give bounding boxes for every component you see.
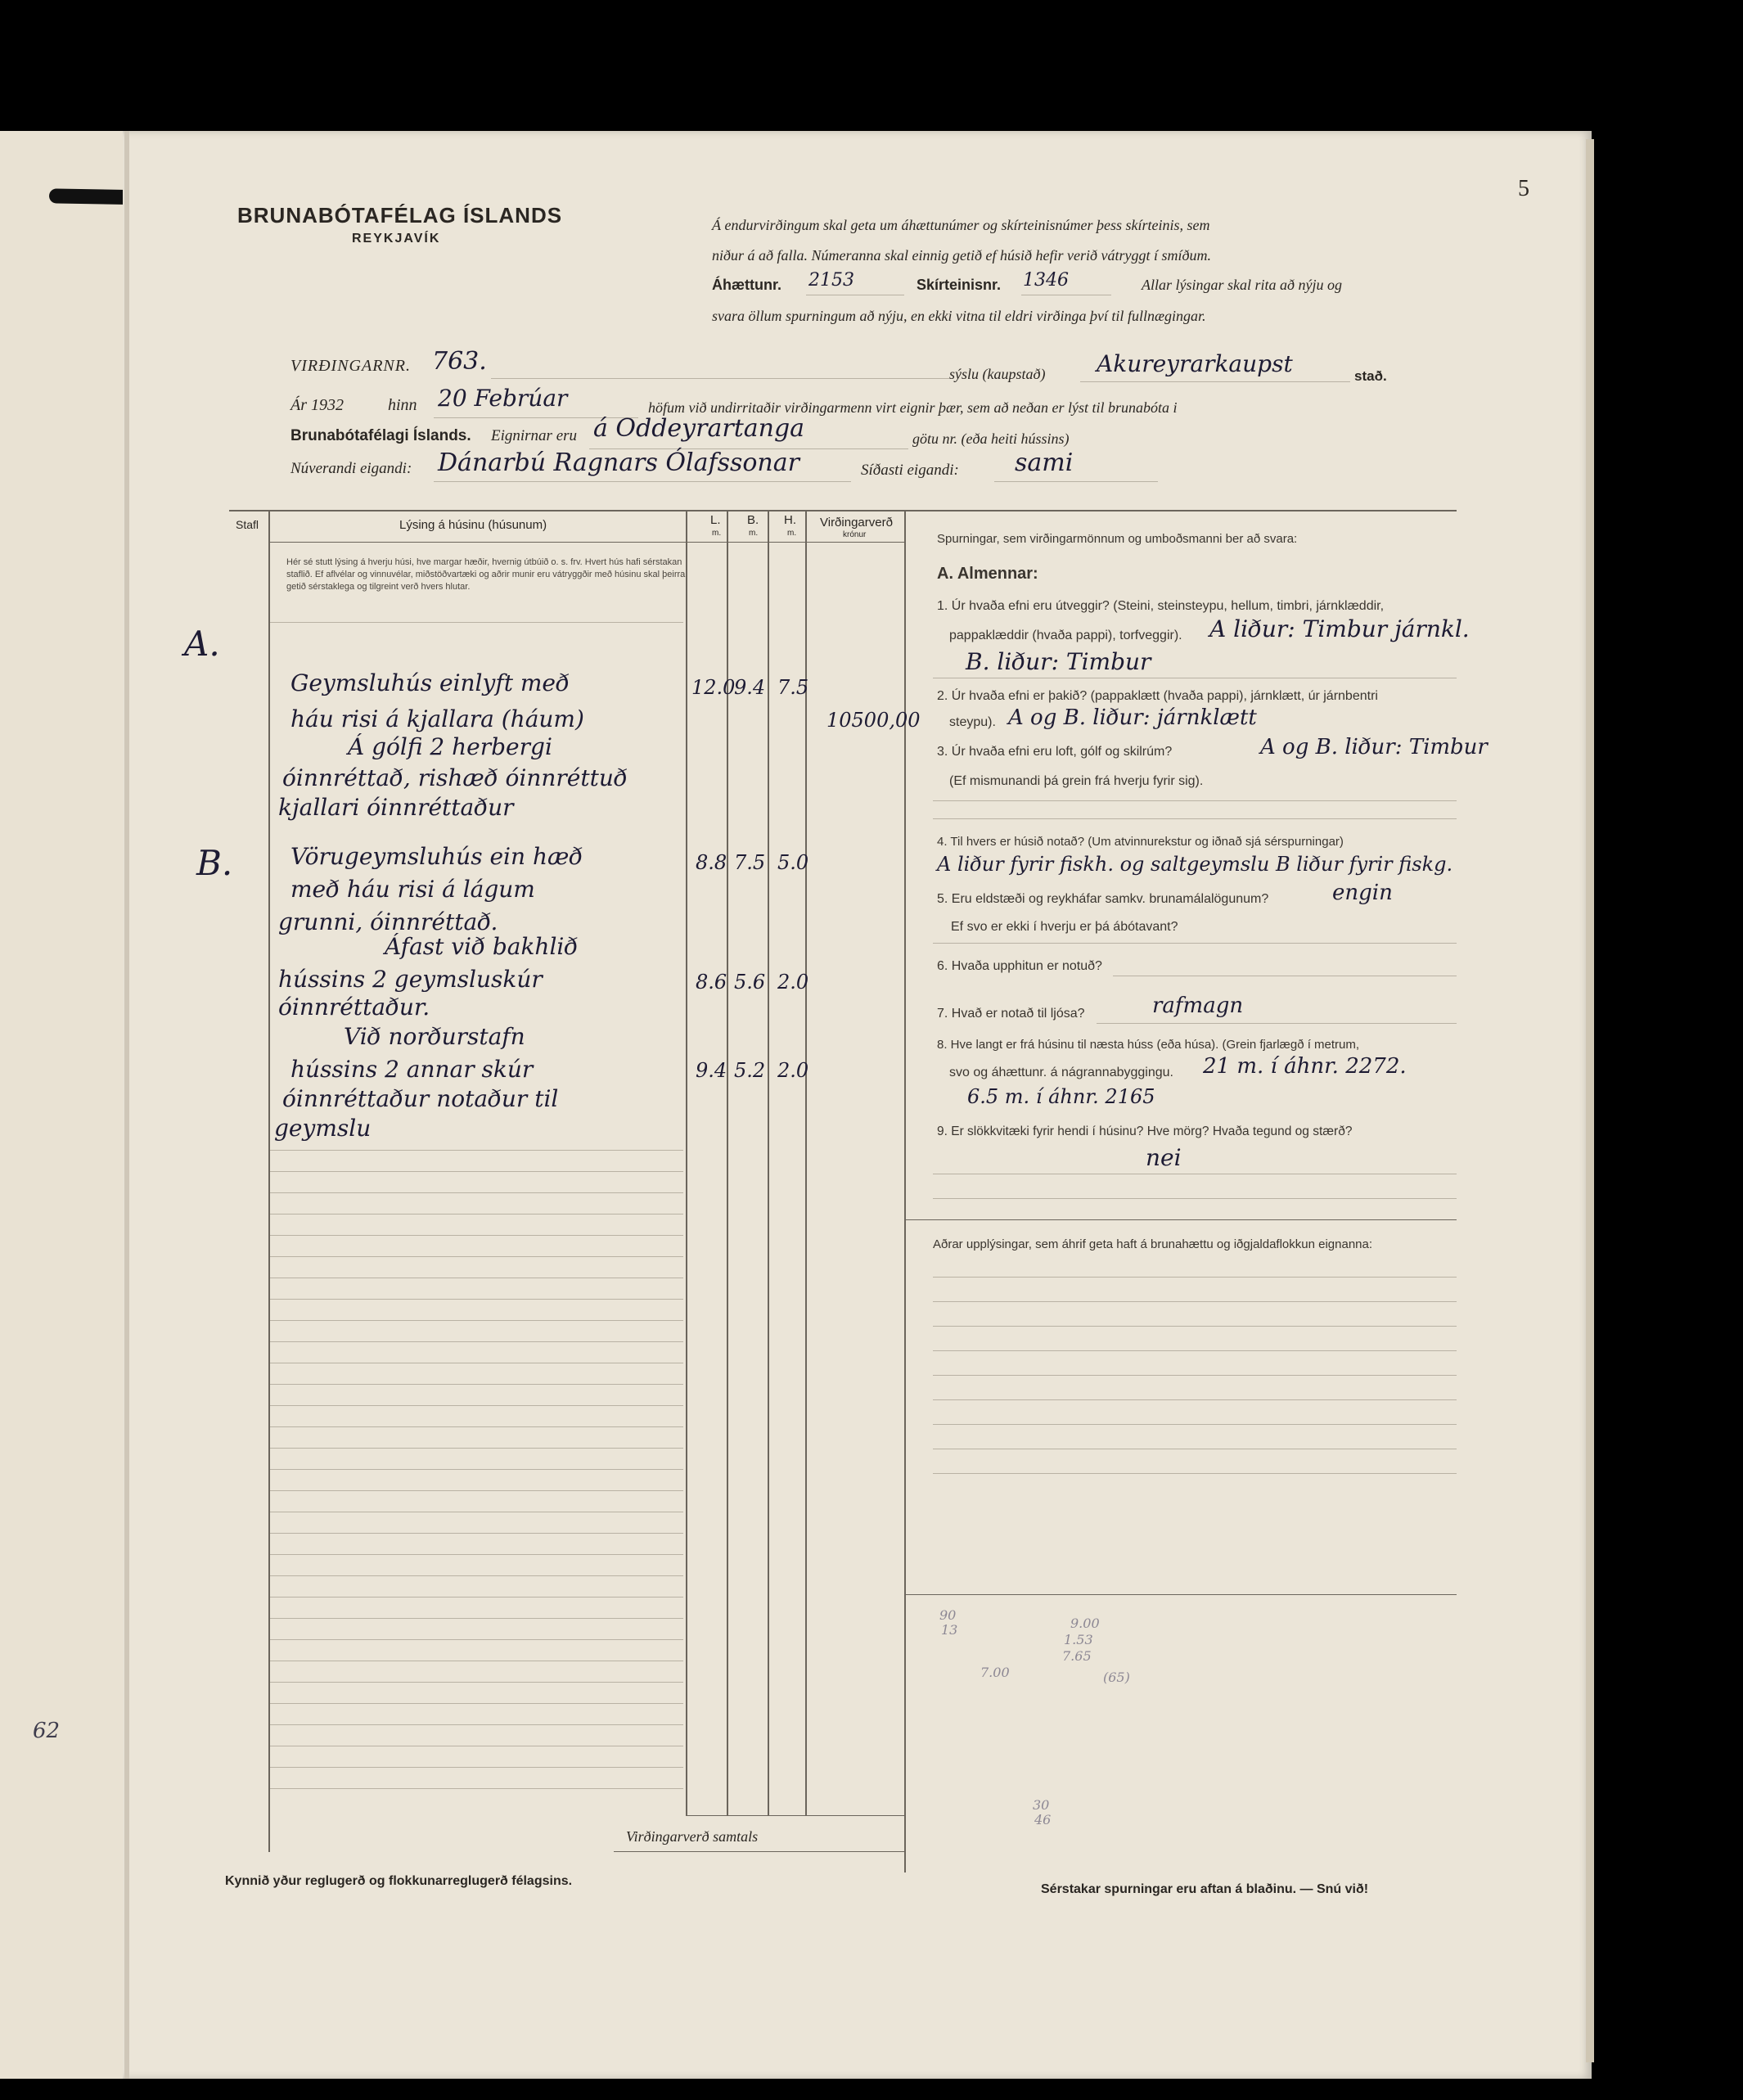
pencil-note: 7.65 bbox=[1062, 1648, 1092, 1664]
pencil-note: 90 bbox=[939, 1607, 957, 1623]
pencil-note: 13 bbox=[941, 1622, 958, 1638]
answer-5: engin bbox=[1332, 881, 1393, 905]
previous-owner-value: sami bbox=[1015, 448, 1074, 477]
question-2b: steypu). bbox=[949, 715, 996, 729]
answer-9: nei bbox=[1146, 1144, 1182, 1171]
question-3b: (Ef mismunandi þá grein frá hverju fyrir sig). bbox=[949, 774, 1204, 788]
county-label: sýslu (kaupstað) bbox=[949, 366, 1046, 382]
owner-value: Dánarbú Ragnars Ólafssonar bbox=[438, 448, 799, 477]
previous-owner-label: Síðasti eigandi: bbox=[861, 462, 959, 479]
question-5a: 5. Eru eldstæði og reykháfar samkv. brunamálalögunum? bbox=[937, 892, 1269, 906]
year-label: Ár 1932 bbox=[290, 396, 344, 414]
width-header: B. bbox=[747, 513, 759, 527]
entry-b-line: Vörugeymsluhús ein hæð bbox=[290, 843, 583, 870]
entry-b-length: 8.8 bbox=[696, 851, 727, 874]
valuation-number-value: 763. bbox=[432, 347, 487, 376]
questions-intro: Spurningar, sem virðingarmönnum og umboðsmanni ber að svara: bbox=[937, 532, 1298, 546]
page-edge bbox=[1586, 139, 1594, 2062]
entry-b-line: óinnréttaður. bbox=[278, 994, 430, 1021]
answer-1a: A liður: Timbur járnkl. bbox=[1209, 615, 1470, 642]
risk-number-value: 2153 bbox=[808, 270, 854, 291]
pencil-note: 1.53 bbox=[1064, 1632, 1093, 1647]
answer-1b: B. liður: Timbur bbox=[966, 648, 1151, 675]
risk-number-label: Áhættunr. bbox=[712, 277, 781, 293]
entry-b-line: óinnréttaður notaður til bbox=[282, 1085, 559, 1112]
pencil-note: 30 bbox=[1033, 1797, 1050, 1813]
question-3a: 3. Úr hvaða efni eru loft, gólf og skilrúm? bbox=[937, 745, 1173, 759]
entry-b-height-2: 2.0 bbox=[777, 971, 809, 994]
entry-b-line: grunni, óinnréttað. bbox=[278, 908, 498, 935]
entry-b-line: hússins 2 geymsluskúr bbox=[278, 966, 543, 993]
pencil-note: 46 bbox=[1034, 1812, 1052, 1827]
answer-2: A og B. liður: járnklætt bbox=[1008, 705, 1257, 730]
entry-a-line: háu risi á kjallara (háum) bbox=[290, 705, 584, 732]
hinn-label: hinn bbox=[388, 396, 417, 414]
county-value: Akureyrarkaupst bbox=[1097, 350, 1293, 377]
entry-a-letter: A. bbox=[184, 624, 220, 664]
pencil-note: (65) bbox=[1103, 1670, 1130, 1685]
org-name: BRUNABÓTAFÉLAG ÍSLANDS bbox=[237, 203, 563, 228]
instruction-line-1: Á endurvirðingum skal geta um áhættunúmer og skírteinisnúmer þess skírteinis, sem bbox=[712, 217, 1210, 233]
width-unit: m. bbox=[749, 529, 759, 538]
entry-a-line: óinnréttað, rishæð óinnréttuð bbox=[282, 764, 628, 791]
question-2a: 2. Úr hvaða efni er þakið? (pappaklætt (hvaða pappi), járnklætt, úr járnbentri bbox=[937, 689, 1378, 703]
entry-b-letter: B. bbox=[196, 843, 233, 883]
entry-b-line: Áfast við bakhlið bbox=[385, 933, 579, 960]
instruction-line-3: Allar lýsingar skal rita að nýju og bbox=[1142, 277, 1342, 293]
org-city: REYKJAVÍK bbox=[352, 232, 441, 246]
section-general: A. Almennar: bbox=[937, 565, 1038, 583]
question-9: 9. Er slökkvitæki fyrir hendi í húsinu? Hve mörg? Hvaða tegund og stærð? bbox=[937, 1124, 1353, 1138]
question-1a: 1. Úr hvaða efni eru útveggir? (Steini, steinsteypu, hellum, timbri, járnklæddir, bbox=[937, 599, 1385, 613]
question-4: 4. Til hvers er húsið notað? (Um atvinnurekstur og iðnað sjá sérspurningar) bbox=[937, 835, 1344, 849]
entry-a-height: 7.5 bbox=[777, 676, 809, 699]
pencil-note: 7.00 bbox=[980, 1665, 1010, 1680]
certificate-number-value: 1346 bbox=[1023, 270, 1069, 291]
question-1b: pappaklæddir (hvaða pappi), torfveggir). bbox=[949, 629, 1182, 642]
entry-a-line: kjallari óinnréttaður bbox=[278, 794, 514, 821]
entry-b-line: geymslu bbox=[274, 1115, 372, 1142]
description-header: Lýsing á húsinu (húsunum) bbox=[399, 518, 547, 532]
entry-a-length: 12.0 bbox=[691, 676, 736, 699]
length-unit: m. bbox=[712, 529, 722, 538]
location-value: á Oddeyrartanga bbox=[593, 414, 805, 443]
place-label: stað. bbox=[1354, 368, 1387, 384]
instruction-line-2: niður á að falla. Númeranna skal einnig getið ef húsið hefir verið vátryggt í smíðum. bbox=[712, 247, 1211, 264]
question-8a: 8. Hve langt er frá húsinu til næsta húss (eða húsa). (Grein fjarlægð í metrum, bbox=[937, 1038, 1360, 1052]
entry-b-line: Við norðurstafn bbox=[344, 1023, 525, 1050]
margin-note: 62 bbox=[33, 1719, 61, 1743]
company-name: Brunabótafélagi Íslands. bbox=[290, 427, 471, 444]
answer-3: A og B. liður: Timbur bbox=[1260, 735, 1488, 759]
entry-b-height: 5.0 bbox=[777, 851, 809, 874]
assets-label: Eignirnar eru bbox=[491, 427, 578, 444]
entry-a-value: 10500,00 bbox=[826, 709, 921, 732]
answer-8b: 6.5 m. í áhnr. 2165 bbox=[967, 1085, 1155, 1108]
entry-b-line: með háu risi á lágum bbox=[290, 876, 535, 903]
entry-b-height-3: 2.0 bbox=[777, 1059, 809, 1082]
entry-b-length-2: 8.6 bbox=[696, 971, 727, 994]
intro-text: höfum við undirritaðir virðingarmenn virt eignir þær, sem að neðan er lýst til brunabóta i bbox=[648, 399, 1178, 416]
certificate-number-label: Skírteinisnr. bbox=[917, 277, 1002, 293]
entry-b-line: hússins 2 annar skúr bbox=[290, 1056, 534, 1083]
value-header: Virðingarverð bbox=[820, 516, 893, 530]
entry-a-line: Geymsluhús einlyft með bbox=[290, 669, 570, 696]
value-unit: krónur bbox=[843, 530, 867, 539]
date-value: 20 Febrúar bbox=[438, 385, 568, 412]
pencil-note: 9.00 bbox=[1070, 1616, 1100, 1631]
previous-page-edge bbox=[0, 131, 123, 2079]
instruction-line-4: svara öllum spurningum að nýju, en ekki vitna til eldri virðinga því til fullnægingar. bbox=[712, 308, 1206, 324]
guide-text: Hér sé stutt lýsing á hverju húsi, hve margar hæðir, hvernig útbúið o. s. frv. Hvert hús hafi sérstakan staflið. Ef aflvélar og vinnuvélar, miðstöðvartæki og aðrir munir eru vátryggðir með húsinu skal þeirra getið sérstaklega og tilgreint verð hvers hlutar. bbox=[286, 557, 686, 592]
height-unit: m. bbox=[787, 529, 797, 538]
entry-b-width-3: 5.2 bbox=[734, 1059, 766, 1082]
stafl-header: Stafl bbox=[236, 518, 259, 531]
answer-4: A liður fyrir fiskh. og saltgeymslu B liður fyrir fiskg. bbox=[937, 853, 1453, 876]
answer-8a: 21 m. í áhnr. 2272. bbox=[1203, 1054, 1407, 1079]
footer-right: Sérstakar spurningar eru aftan á blaðinu. — Snú við! bbox=[1041, 1882, 1369, 1896]
question-7: 7. Hvað er notað til ljósa? bbox=[937, 1007, 1085, 1021]
entry-b-width-2: 5.6 bbox=[734, 971, 766, 994]
footer-left: Kynnið yður reglugerð og flokkunarreglugerð félagsins. bbox=[225, 1874, 573, 1888]
length-header: L. bbox=[710, 513, 721, 527]
entry-b-length-3: 9.4 bbox=[696, 1059, 727, 1082]
page-number: 5 bbox=[1518, 176, 1529, 201]
entry-a-line: Á gólfi 2 herbergi bbox=[348, 733, 552, 760]
entry-a-width: 9.4 bbox=[734, 676, 766, 699]
other-info-label: Aðrar upplýsingar, sem áhrif geta haft á brunahættu og iðgjaldaflokkun eignanna: bbox=[933, 1237, 1373, 1251]
owner-label: Núverandi eigandi: bbox=[290, 460, 412, 477]
height-header: H. bbox=[784, 513, 796, 527]
question-6: 6. Hvaða upphitun er notuð? bbox=[937, 959, 1102, 973]
question-8b: svo og áhættunr. á nágrannabyggingu. bbox=[949, 1066, 1173, 1079]
entry-b-width: 7.5 bbox=[734, 851, 766, 874]
valuation-number-label: VIRÐINGARNR. bbox=[290, 357, 411, 375]
answer-7: rafmagn bbox=[1152, 994, 1244, 1018]
question-5b: Ef svo er ekki í hverju er þá ábótavant? bbox=[951, 920, 1178, 934]
street-label: götu nr. (eða heiti hússins) bbox=[912, 430, 1070, 447]
total-label: Virðingarverð samtals bbox=[626, 1828, 759, 1845]
page-binding bbox=[124, 131, 129, 2079]
